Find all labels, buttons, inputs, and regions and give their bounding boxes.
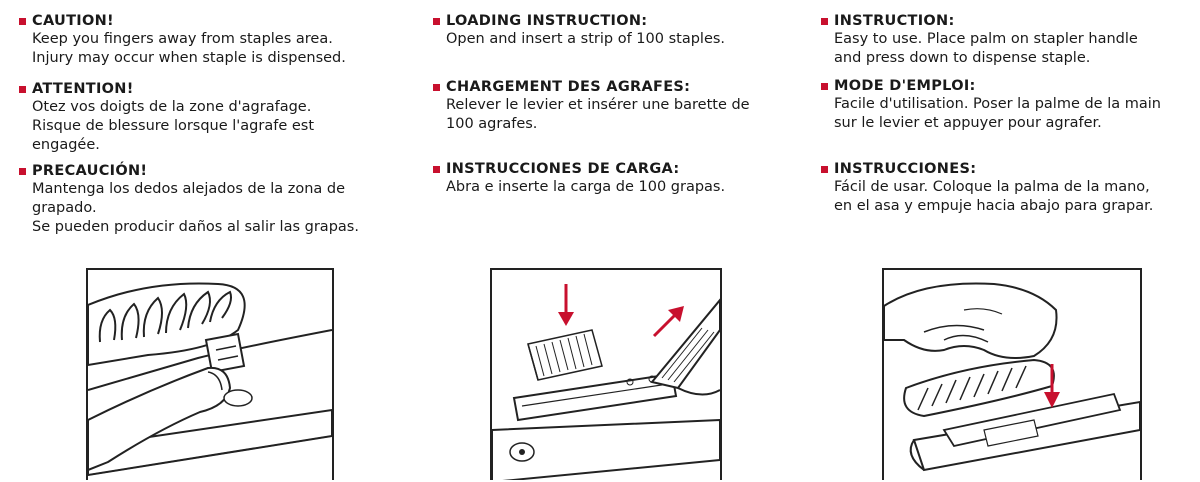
section-body [446, 30, 806, 49]
illustration-caution [86, 268, 334, 480]
section-body [446, 178, 806, 197]
section-body [32, 98, 392, 155]
body-line: sur le levier et appuyer pour agrafer. [834, 115, 1102, 131]
section-caution-en [32, 12, 392, 68]
section-heading: CAUTION! [19, 12, 392, 30]
stapler-finger-illustration [88, 270, 332, 480]
body-line: Se pueden producir daños al salir las grapas. [32, 219, 359, 235]
section-heading: MODE D'EMPLOI: [821, 77, 1194, 95]
red-square-icon [433, 84, 440, 91]
section-body [834, 178, 1194, 216]
body-line: and press down to dispense staple. [834, 50, 1091, 66]
body-line: grapado. [32, 200, 97, 216]
section-heading: INSTRUCTION: [821, 12, 1194, 30]
red-square-icon [19, 168, 26, 175]
section-heading: PRECAUCIÓN! [19, 162, 392, 180]
body-line: Risque de blessure lorsque l'agrafe est [32, 118, 315, 134]
red-square-icon [821, 18, 828, 25]
illustration-loading [490, 268, 722, 480]
section-body [834, 30, 1194, 68]
section-instruction-es [834, 160, 1194, 216]
body-line: Open and insert a strip of 100 staples. [446, 31, 726, 47]
red-square-icon [19, 86, 26, 93]
red-square-icon [19, 18, 26, 25]
red-square-icon [821, 83, 828, 90]
section-heading: LOADING INSTRUCTION: [433, 12, 806, 30]
body-line: Otez vos doigts de la zone d'agrafage. [32, 99, 312, 115]
section-loading-es [446, 160, 806, 197]
body-line: engagée. [32, 137, 100, 153]
section-body [446, 96, 806, 134]
section-body [32, 180, 392, 237]
illustration-instruction [882, 268, 1142, 480]
section-caution-fr [32, 80, 392, 155]
body-line: Abra e inserte la carga de 100 grapas. [446, 179, 726, 195]
section-body [834, 95, 1194, 133]
section-heading: CHARGEMENT DES AGRAFES: [433, 78, 806, 96]
section-caution-es [32, 162, 392, 237]
body-line: Mantenga los dedos alejados de la zona de [32, 181, 346, 197]
red-square-icon [821, 166, 828, 173]
body-line: en el asa y empuje hacia abajo para grapar. [834, 198, 1154, 214]
section-heading: ATTENTION! [19, 80, 392, 98]
section-instruction-en [834, 12, 1194, 68]
body-line: 100 agrafes. [446, 116, 538, 132]
section-body [32, 30, 392, 68]
red-square-icon [433, 166, 440, 173]
body-line: Relever le levier et insérer une barette de [446, 97, 750, 113]
section-instruction-fr [834, 77, 1194, 133]
stapler-loading-illustration [492, 270, 720, 480]
section-heading: INSTRUCCIONES DE CARGA: [433, 160, 806, 178]
body-line: Injury may occur when staple is dispensed. [32, 50, 346, 66]
section-heading: INSTRUCCIONES: [821, 160, 1194, 178]
section-loading-fr [446, 78, 806, 134]
arrow-down-icon [558, 312, 574, 326]
body-line: Fácil de usar. Coloque la palma de la mano, [834, 179, 1150, 195]
body-line: Facile d'utilisation. Poser la palme de la main [834, 96, 1161, 112]
body-line: Keep you fingers away from staples area. [32, 31, 333, 47]
body-line: Easy to use. Place palm on stapler handle [834, 31, 1138, 47]
section-loading-en [446, 12, 806, 49]
red-square-icon [433, 18, 440, 25]
stapler-palm-illustration [884, 270, 1140, 480]
